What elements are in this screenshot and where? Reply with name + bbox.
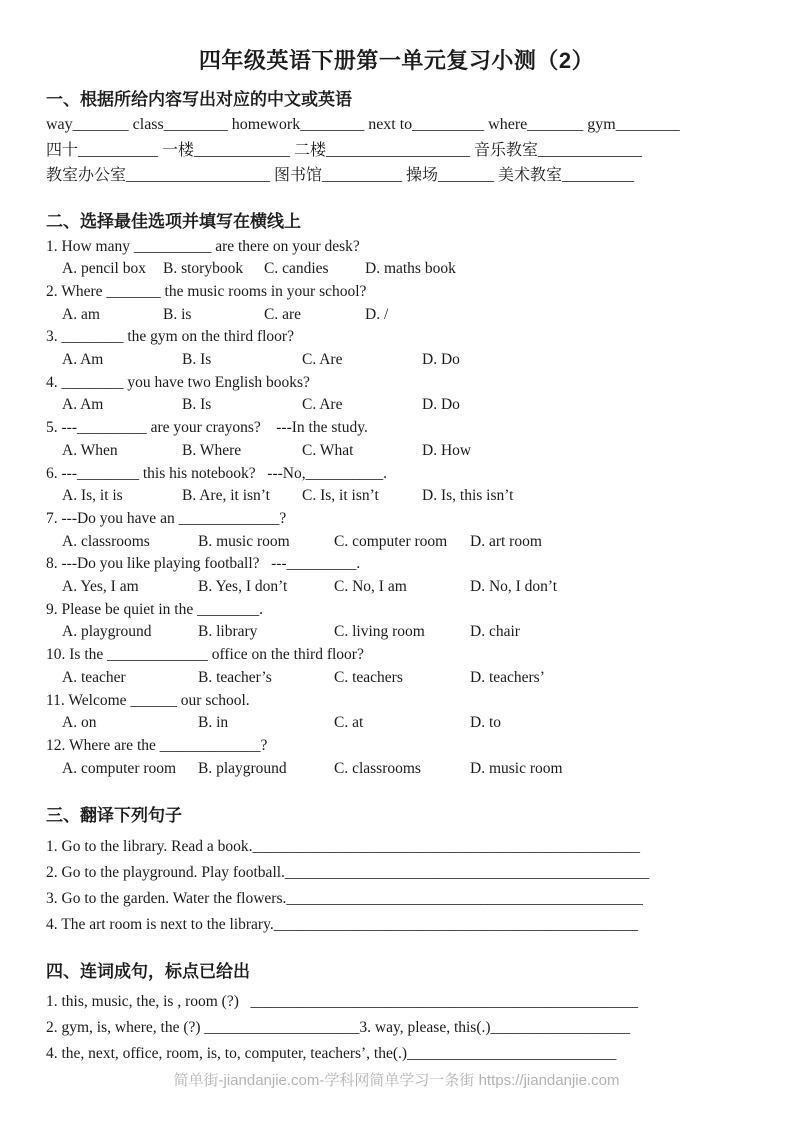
question-1-options (46, 258, 681, 281)
option-b: B. in (198, 714, 229, 732)
option-c: C. at (334, 714, 364, 732)
footer-credit: 简单街-jiandanjie.com-学科网简单学习一条街 https://jiandanjie.com (173, 1072, 620, 1089)
question-5-options (46, 440, 681, 463)
option-b: B. Are, it isn’t (182, 487, 270, 505)
question-4-options (46, 394, 681, 417)
sentence-line-3: 4. the, next, office, room, is, to, computer, teachers’, the(.)___________________________ (46, 1045, 617, 1063)
section-3-header: 三、翻译下列句子 (46, 806, 182, 826)
question-7-stem: 7. ---Do you have an _____________? (46, 509, 287, 527)
translation-line-1: 1. Go to the library. Read a book.__________________________________________________ (46, 838, 640, 856)
option-d: D. teachers’ (470, 668, 545, 686)
question-3-stem: 3. ________ the gym on the third floor? (46, 328, 294, 346)
option-c: C. computer room (334, 532, 448, 550)
option-d: D. / (365, 305, 389, 323)
vocab-line-3: 教室办公室__________________ 图书馆__________ 操场_______ 美术教室_________ (46, 167, 635, 184)
section-4-header: 四、连词成句，标点已给出 (46, 962, 250, 982)
question-11-options (46, 712, 681, 735)
vocab-line-1: way_______ class________ homework________ next to_________ where_______ gym________ (46, 116, 680, 133)
option-b: B. Where (182, 441, 242, 459)
question-2-stem: 2. Where _______ the music rooms in your school? (46, 282, 367, 300)
option-a: A. When (62, 441, 118, 459)
option-d: D. chair (470, 623, 520, 641)
question-6-options (46, 485, 681, 508)
sentence-line-2: 2. gym, is, where, the (?) ____________________3. way, please, this(.)__________________ (46, 1019, 631, 1037)
vocab-line-2: 四十__________ 一楼____________ 二楼__________________ 音乐教室_____________ (46, 141, 643, 159)
option-d: D. music room (470, 759, 563, 777)
question-12-options (46, 758, 681, 781)
option-c: C. candies (264, 260, 329, 278)
option-d: D. Do (422, 396, 460, 414)
option-c: C. Is, it isn’t (302, 487, 379, 505)
question-1-stem: 1. How many __________ are there on your desk? (46, 237, 360, 255)
option-c: C. Are (302, 351, 343, 369)
question-12-stem: 12. Where are the _____________? (46, 736, 268, 754)
option-b: B. Is (182, 396, 212, 414)
option-c: C. No, I am (334, 578, 407, 596)
option-c: C. Are (302, 396, 343, 414)
option-d: D. Do (422, 351, 460, 369)
page-title: 四年级英语下册第一单元复习小测（2） (198, 48, 595, 73)
option-a: A. Am (62, 351, 104, 369)
question-3-options (46, 349, 681, 372)
question-10-stem: 10. Is the _____________ office on the third floor? (46, 646, 364, 664)
question-9-stem: 9. Please be quiet in the ________. (46, 600, 263, 618)
option-a: A. am (62, 305, 100, 323)
option-c: C. What (302, 441, 354, 459)
option-b: B. Is (182, 351, 212, 369)
question-11-stem: 11. Welcome ______ our school. (46, 691, 250, 709)
option-a: A. Am (62, 396, 104, 414)
question-5-stem: 5. ---_________ are your crayons? ---In the study. (46, 419, 368, 437)
question-8-options (46, 576, 681, 599)
question-9-options (46, 621, 681, 644)
sentence-line-1: 1. this, music, the, is , room (?) __________________________________________________ (46, 993, 638, 1011)
translation-line-4: 4. The art room is next to the library._______________________________________________ (46, 916, 638, 934)
question-8-stem: 8. ---Do you like playing football? ---_________. (46, 555, 361, 573)
translation-line-2: 2. Go to the playground. Play football._______________________________________________ (46, 864, 650, 882)
option-a: A. teacher (62, 668, 126, 686)
option-a: A. pencil box (62, 260, 146, 278)
option-b: B. Yes, I don’t (198, 578, 288, 596)
question-10-options (46, 667, 681, 690)
option-a: A. playground (62, 623, 152, 641)
question-4-stem: 4. ________ you have two English books? (46, 373, 310, 391)
option-c: C. living room (334, 623, 425, 641)
option-b: B. playground (198, 759, 287, 777)
option-d: D. art room (470, 532, 542, 550)
translation-line-3: 3. Go to the garden. Water the flowers.______________________________________________ (46, 890, 643, 908)
option-a: A. classrooms (62, 532, 150, 550)
option-b: B. library (198, 623, 258, 641)
option-a: A. Is, it is (62, 487, 123, 505)
option-d: D. No, I don’t (470, 578, 558, 596)
option-b: B. teacher’s (198, 668, 272, 686)
section-1-header: 一、根据所给内容写出对应的中文或英语 (46, 90, 352, 109)
question-7-options (46, 531, 681, 554)
option-a: A. on (62, 714, 97, 732)
option-d: D. Is, this isn’t (422, 487, 514, 505)
option-c: C. classrooms (334, 759, 421, 777)
option-d: D. How (422, 441, 472, 459)
question-6-stem: 6. ---________ this his notebook? ---No,__________. (46, 464, 387, 482)
option-c: C. teachers (334, 668, 403, 686)
option-b: B. storybook (163, 260, 244, 278)
section-2-header: 二、选择最佳选项并填写在横线上 (46, 211, 301, 231)
option-a: A. Yes, I am (62, 578, 139, 596)
option-d: D. to (470, 714, 501, 732)
option-c: C. are (264, 305, 302, 323)
question-2-options (46, 304, 681, 327)
option-d: D. maths book (365, 260, 456, 278)
option-b: B. is (163, 305, 192, 323)
option-b: B. music room (198, 532, 290, 550)
option-a: A. computer room (62, 759, 177, 777)
